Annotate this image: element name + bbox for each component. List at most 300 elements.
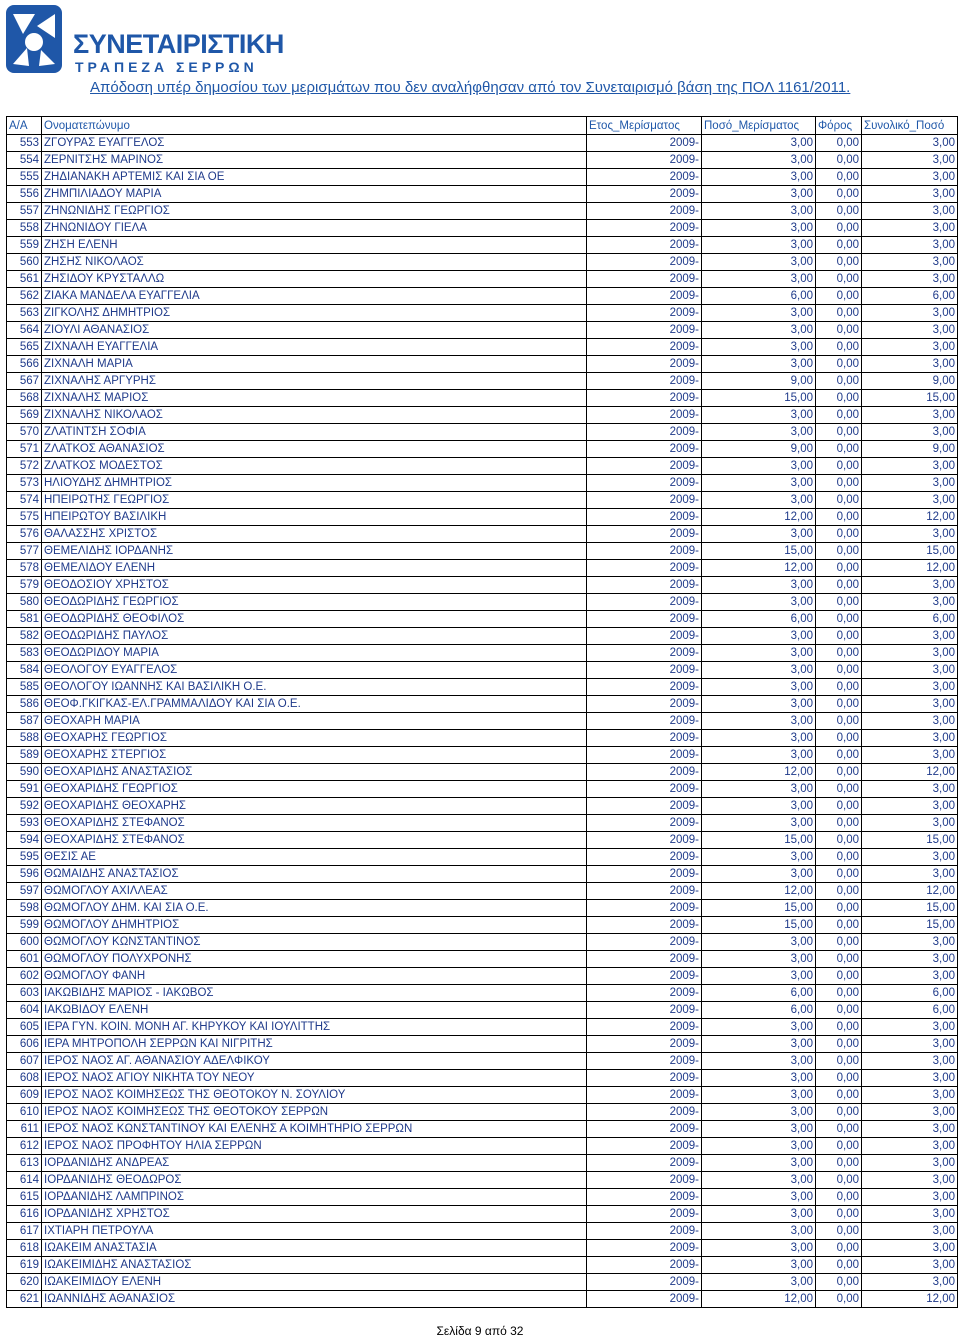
cell-amount: 3,00 bbox=[702, 866, 816, 883]
cell-year: 2009- bbox=[587, 560, 702, 577]
cell-amount: 6,00 bbox=[702, 611, 816, 628]
cell-amount: 3,00 bbox=[702, 254, 816, 271]
table-row bbox=[7, 968, 958, 985]
cell-name: ΘΩΜΟΓΛΟΥ ΦΑΝΗ bbox=[42, 968, 587, 985]
cell-year: 2009- bbox=[587, 373, 702, 390]
cell-tax: 0,00 bbox=[816, 1121, 862, 1138]
cell-name: ΖΛΑΤΙΝΤΣΗ ΣΟΦΙΑ bbox=[42, 424, 587, 441]
cell-total: 3,00 bbox=[862, 1223, 958, 1240]
cell-tax: 0,00 bbox=[816, 458, 862, 475]
cell-name: ΘΩΜΟΓΛΟΥ ΔΗΜΗΤΡΙΟΣ bbox=[42, 917, 587, 934]
cell-aa: 570 bbox=[7, 424, 42, 441]
cell-amount: 3,00 bbox=[702, 1036, 816, 1053]
cell-aa: 614 bbox=[7, 1172, 42, 1189]
cell-tax: 0,00 bbox=[816, 390, 862, 407]
table-row bbox=[7, 815, 958, 832]
cell-amount: 15,00 bbox=[702, 900, 816, 917]
table-body bbox=[7, 135, 958, 1308]
cell-amount: 3,00 bbox=[702, 186, 816, 203]
cell-aa: 598 bbox=[7, 900, 42, 917]
cell-total: 3,00 bbox=[862, 747, 958, 764]
cell-aa: 574 bbox=[7, 492, 42, 509]
cell-name: ΖΗΝΩΝΙΔΗΣ ΓΕΩΡΓΙΟΣ bbox=[42, 203, 587, 220]
table-row bbox=[7, 1257, 958, 1274]
cell-aa: 589 bbox=[7, 747, 42, 764]
cell-amount: 15,00 bbox=[702, 543, 816, 560]
cell-tax: 0,00 bbox=[816, 203, 862, 220]
cell-tax: 0,00 bbox=[816, 1138, 862, 1155]
cell-total: 3,00 bbox=[862, 458, 958, 475]
cell-amount: 9,00 bbox=[702, 373, 816, 390]
cell-aa: 591 bbox=[7, 781, 42, 798]
cell-name: ΘΕΜΕΛΙΔΟΥ ΕΛΕΝΗ bbox=[42, 560, 587, 577]
cell-tax: 0,00 bbox=[816, 781, 862, 798]
cell-tax: 0,00 bbox=[816, 322, 862, 339]
cell-total: 15,00 bbox=[862, 390, 958, 407]
cell-total: 3,00 bbox=[862, 696, 958, 713]
cell-year: 2009- bbox=[587, 1138, 702, 1155]
cell-aa: 562 bbox=[7, 288, 42, 305]
cell-name: ΘΕΟΧΑΡΙΔΗΣ ΣΤΕΦΑΝΟΣ bbox=[42, 815, 587, 832]
cell-name: ΘΩΜΟΓΛΟΥ ΠΟΛΥΧΡΟΝΗΣ bbox=[42, 951, 587, 968]
table-row bbox=[7, 305, 958, 322]
cell-total: 3,00 bbox=[862, 1240, 958, 1257]
cell-aa: 582 bbox=[7, 628, 42, 645]
cell-tax: 0,00 bbox=[816, 594, 862, 611]
cell-tax: 0,00 bbox=[816, 951, 862, 968]
cell-total: 3,00 bbox=[862, 1019, 958, 1036]
table-row bbox=[7, 747, 958, 764]
cell-year: 2009- bbox=[587, 1087, 702, 1104]
cell-tax: 0,00 bbox=[816, 798, 862, 815]
cell-name: ΘΕΟΧΑΡΙΔΗΣ ΘΕΟΧΑΡΗΣ bbox=[42, 798, 587, 815]
cell-year: 2009- bbox=[587, 815, 702, 832]
table-row bbox=[7, 849, 958, 866]
table-row bbox=[7, 390, 958, 407]
cell-tax: 0,00 bbox=[816, 1189, 862, 1206]
cell-total: 3,00 bbox=[862, 1121, 958, 1138]
cell-aa: 578 bbox=[7, 560, 42, 577]
table-row bbox=[7, 152, 958, 169]
cell-name: ΙΟΡΔΑΝΙΔΗΣ ΛΑΜΠΡΙΝΟΣ bbox=[42, 1189, 587, 1206]
cell-name: ΙΩΑΚΕΙΜΙΔΟΥ ΕΛΕΝΗ bbox=[42, 1274, 587, 1291]
cell-amount: 3,00 bbox=[702, 152, 816, 169]
bank-logo bbox=[5, 4, 605, 76]
cell-amount: 15,00 bbox=[702, 832, 816, 849]
table-row bbox=[7, 1104, 958, 1121]
cell-aa: 601 bbox=[7, 951, 42, 968]
cell-year: 2009- bbox=[587, 356, 702, 373]
cell-tax: 0,00 bbox=[816, 475, 862, 492]
table-row bbox=[7, 1274, 958, 1291]
cell-name: ΗΠΕΙΡΩΤΗΣ ΓΕΩΡΓΙΟΣ bbox=[42, 492, 587, 509]
cell-amount: 3,00 bbox=[702, 424, 816, 441]
cell-aa: 587 bbox=[7, 713, 42, 730]
table-row bbox=[7, 764, 958, 781]
cell-amount: 3,00 bbox=[702, 526, 816, 543]
cell-aa: 603 bbox=[7, 985, 42, 1002]
cell-total: 3,00 bbox=[862, 645, 958, 662]
cell-year: 2009- bbox=[587, 1291, 702, 1308]
cell-year: 2009- bbox=[587, 169, 702, 186]
cell-total: 3,00 bbox=[862, 1257, 958, 1274]
cell-tax: 0,00 bbox=[816, 1019, 862, 1036]
table-row bbox=[7, 696, 958, 713]
cell-total: 3,00 bbox=[862, 407, 958, 424]
table-row bbox=[7, 203, 958, 220]
cell-total: 12,00 bbox=[862, 560, 958, 577]
cell-tax: 0,00 bbox=[816, 1206, 862, 1223]
cell-amount: 3,00 bbox=[702, 577, 816, 594]
cell-year: 2009- bbox=[587, 645, 702, 662]
cell-amount: 6,00 bbox=[702, 288, 816, 305]
cell-amount: 3,00 bbox=[702, 1155, 816, 1172]
table-row bbox=[7, 288, 958, 305]
table-row bbox=[7, 1189, 958, 1206]
cell-name: ΘΩΜΟΓΛΟΥ ΑΧΙΛΛΕΑΣ bbox=[42, 883, 587, 900]
cell-amount: 3,00 bbox=[702, 1019, 816, 1036]
cell-total: 3,00 bbox=[862, 1172, 958, 1189]
cell-year: 2009- bbox=[587, 798, 702, 815]
cell-year: 2009- bbox=[587, 968, 702, 985]
cell-name: ΖΗΜΠΙΛΙΑΔΟΥ ΜΑΡΙΑ bbox=[42, 186, 587, 203]
cell-tax: 0,00 bbox=[816, 169, 862, 186]
cell-amount: 12,00 bbox=[702, 509, 816, 526]
cell-tax: 0,00 bbox=[816, 135, 862, 152]
document-subtitle: Απόδοση υπέρ δημοσίου των μερισμάτων που δεν αναλήφθησαν από τον Συνεταιρισμό βάση της ΠΟΛ 1161/2011. bbox=[90, 79, 851, 96]
cell-total: 15,00 bbox=[862, 917, 958, 934]
cell-name: ΘΕΟΔΟΣΙΟΥ ΧΡΗΣΤΟΣ bbox=[42, 577, 587, 594]
table-row bbox=[7, 1172, 958, 1189]
cell-year: 2009- bbox=[587, 254, 702, 271]
header-aa: Α/Α bbox=[7, 117, 42, 135]
cell-aa: 617 bbox=[7, 1223, 42, 1240]
cell-total: 3,00 bbox=[862, 577, 958, 594]
cell-amount: 3,00 bbox=[702, 169, 816, 186]
cell-total: 6,00 bbox=[862, 1002, 958, 1019]
table-row bbox=[7, 1223, 958, 1240]
cell-year: 2009- bbox=[587, 305, 702, 322]
cell-name: ΗΠΕΙΡΩΤΟΥ ΒΑΣΙΛΙΚΗ bbox=[42, 509, 587, 526]
cell-total: 3,00 bbox=[862, 1155, 958, 1172]
cell-year: 2009- bbox=[587, 509, 702, 526]
cell-total: 3,00 bbox=[862, 713, 958, 730]
cell-name: ΙΕΡΟΣ ΝΑΟΣ ΠΡΟΦΗΤΟΥ ΗΛΙΑ ΣΕΡΡΩΝ bbox=[42, 1138, 587, 1155]
cell-aa: 572 bbox=[7, 458, 42, 475]
cell-aa: 568 bbox=[7, 390, 42, 407]
cell-aa: 609 bbox=[7, 1087, 42, 1104]
cell-total: 3,00 bbox=[862, 662, 958, 679]
cell-tax: 0,00 bbox=[816, 730, 862, 747]
table-row bbox=[7, 917, 958, 934]
cell-tax: 0,00 bbox=[816, 492, 862, 509]
cell-total: 3,00 bbox=[862, 781, 958, 798]
cell-tax: 0,00 bbox=[816, 356, 862, 373]
cell-aa: 616 bbox=[7, 1206, 42, 1223]
cell-total: 3,00 bbox=[862, 237, 958, 254]
cell-tax: 0,00 bbox=[816, 968, 862, 985]
cell-year: 2009- bbox=[587, 203, 702, 220]
cell-total: 12,00 bbox=[862, 509, 958, 526]
cell-aa: 560 bbox=[7, 254, 42, 271]
cell-aa: 577 bbox=[7, 543, 42, 560]
table-row bbox=[7, 526, 958, 543]
cell-aa: 588 bbox=[7, 730, 42, 747]
cell-tax: 0,00 bbox=[816, 1053, 862, 1070]
cell-name: ΘΑΛΑΣΣΗΣ ΧΡΙΣΤΟΣ bbox=[42, 526, 587, 543]
cell-tax: 0,00 bbox=[816, 679, 862, 696]
table-row bbox=[7, 1087, 958, 1104]
cell-tax: 0,00 bbox=[816, 900, 862, 917]
cell-name: ΘΕΟΦ.ΓΚΙΓΚΑΣ-ΕΛ.ΓΡΑΜΜΑΛΙΔΟΥ ΚΑΙ ΣΙΑ Ο.Ε. bbox=[42, 696, 587, 713]
cell-name: ΘΕΟΧΑΡΙΔΗΣ ΑΝΑΣΤΑΣΙΟΣ bbox=[42, 764, 587, 781]
table-row bbox=[7, 186, 958, 203]
cell-tax: 0,00 bbox=[816, 509, 862, 526]
cell-tax: 0,00 bbox=[816, 815, 862, 832]
cell-tax: 0,00 bbox=[816, 696, 862, 713]
cell-total: 3,00 bbox=[862, 1138, 958, 1155]
cell-name: ΘΕΜΕΛΙΔΗΣ ΙΟΡΔΑΝΗΣ bbox=[42, 543, 587, 560]
cell-total: 6,00 bbox=[862, 985, 958, 1002]
cell-year: 2009- bbox=[587, 849, 702, 866]
cell-total: 3,00 bbox=[862, 135, 958, 152]
cell-tax: 0,00 bbox=[816, 152, 862, 169]
cell-aa: 593 bbox=[7, 815, 42, 832]
table-row bbox=[7, 560, 958, 577]
cell-year: 2009- bbox=[587, 543, 702, 560]
cell-total: 3,00 bbox=[862, 1206, 958, 1223]
cell-amount: 6,00 bbox=[702, 985, 816, 1002]
cell-amount: 3,00 bbox=[702, 339, 816, 356]
cell-name: ΘΕΟΛΟΓΟΥ ΙΩΑΝΝΗΣ ΚΑΙ ΒΑΣΙΛΙΚΗ Ο.Ε. bbox=[42, 679, 587, 696]
cell-aa: 607 bbox=[7, 1053, 42, 1070]
cell-aa: 565 bbox=[7, 339, 42, 356]
table-row bbox=[7, 934, 958, 951]
table-row bbox=[7, 900, 958, 917]
cell-total: 3,00 bbox=[862, 1070, 958, 1087]
table-row bbox=[7, 135, 958, 152]
cell-total: 9,00 bbox=[862, 373, 958, 390]
cell-year: 2009- bbox=[587, 611, 702, 628]
table-row bbox=[7, 339, 958, 356]
cell-amount: 3,00 bbox=[702, 1206, 816, 1223]
cell-aa: 611 bbox=[7, 1121, 42, 1138]
cell-aa: 559 bbox=[7, 237, 42, 254]
cell-name: ΙΕΡΟΣ ΝΑΟΣ ΚΟΙΜΗΣΕΩΣ ΤΗΣ ΘΕΟΤΟΚΟΥ Ν. ΣΟΥΛΙΟΥ bbox=[42, 1087, 587, 1104]
cell-aa: 600 bbox=[7, 934, 42, 951]
table-row bbox=[7, 458, 958, 475]
cell-year: 2009- bbox=[587, 458, 702, 475]
cell-total: 15,00 bbox=[862, 543, 958, 560]
cell-year: 2009- bbox=[587, 1104, 702, 1121]
cell-amount: 3,00 bbox=[702, 1223, 816, 1240]
cell-amount: 15,00 bbox=[702, 917, 816, 934]
cell-amount: 15,00 bbox=[702, 390, 816, 407]
cell-year: 2009- bbox=[587, 866, 702, 883]
cell-aa: 595 bbox=[7, 849, 42, 866]
cell-year: 2009- bbox=[587, 152, 702, 169]
cell-tax: 0,00 bbox=[816, 713, 862, 730]
cell-name: ΖΕΡΝΙΤΣΗΣ ΜΑΡΙΝΟΣ bbox=[42, 152, 587, 169]
cell-total: 3,00 bbox=[862, 815, 958, 832]
cell-tax: 0,00 bbox=[816, 747, 862, 764]
header-amount: Ποσό_Μερίσματος bbox=[702, 117, 816, 135]
table-row bbox=[7, 628, 958, 645]
cell-aa: 610 bbox=[7, 1104, 42, 1121]
cell-aa: 558 bbox=[7, 220, 42, 237]
cell-name: ΖΙΧΝΑΛΗΣ ΜΑΡΙΟΣ bbox=[42, 390, 587, 407]
cell-tax: 0,00 bbox=[816, 339, 862, 356]
cell-year: 2009- bbox=[587, 594, 702, 611]
cell-amount: 3,00 bbox=[702, 934, 816, 951]
table-row bbox=[7, 730, 958, 747]
cell-aa: 584 bbox=[7, 662, 42, 679]
table-row bbox=[7, 1053, 958, 1070]
cell-name: ΘΕΟΔΩΡΙΔΗΣ ΘΕΟΦΙΛΟΣ bbox=[42, 611, 587, 628]
cell-name: ΙΑΚΩΒΙΔΗΣ ΜΑΡΙΟΣ - ΙΑΚΩΒΟΣ bbox=[42, 985, 587, 1002]
cell-amount: 3,00 bbox=[702, 305, 816, 322]
cell-total: 3,00 bbox=[862, 271, 958, 288]
cell-name: ΘΕΟΧΑΡΗΣ ΓΕΩΡΓΙΟΣ bbox=[42, 730, 587, 747]
cell-tax: 0,00 bbox=[816, 254, 862, 271]
table-row bbox=[7, 475, 958, 492]
table-row bbox=[7, 1155, 958, 1172]
cell-year: 2009- bbox=[587, 492, 702, 509]
cell-aa: 556 bbox=[7, 186, 42, 203]
table-row bbox=[7, 781, 958, 798]
cell-year: 2009- bbox=[587, 1002, 702, 1019]
cell-name: ΖΗΣΗ ΕΛΕΝΗ bbox=[42, 237, 587, 254]
cell-total: 9,00 bbox=[862, 441, 958, 458]
cell-total: 3,00 bbox=[862, 169, 958, 186]
cell-amount: 12,00 bbox=[702, 764, 816, 781]
table-row bbox=[7, 271, 958, 288]
cell-total: 3,00 bbox=[862, 1053, 958, 1070]
table-row bbox=[7, 424, 958, 441]
cell-aa: 621 bbox=[7, 1291, 42, 1308]
table-header-row bbox=[7, 117, 958, 135]
table-row bbox=[7, 883, 958, 900]
cell-aa: 602 bbox=[7, 968, 42, 985]
cell-name: ΙΕΡΑ ΓΥΝ. ΚΟΙΝ. ΜΟΝΗ ΑΓ. ΚΗΡΥΚΟΥ ΚΑΙ ΙΟΥΛΙΤΤΗΣ bbox=[42, 1019, 587, 1036]
bank-name: ΣΥΝΕΤΑΙΡΙΣΤΙΚΗ bbox=[73, 29, 284, 59]
cell-total: 3,00 bbox=[862, 1189, 958, 1206]
cell-amount: 3,00 bbox=[702, 1189, 816, 1206]
cell-name: ΘΕΟΛΟΓΟΥ ΕΥΑΓΓΕΛΟΣ bbox=[42, 662, 587, 679]
cell-amount: 3,00 bbox=[702, 322, 816, 339]
cell-year: 2009- bbox=[587, 1053, 702, 1070]
cell-year: 2009- bbox=[587, 1121, 702, 1138]
cell-name: ΖΓΟΥΡΑΣ ΕΥΑΓΓΕΛΟΣ bbox=[42, 135, 587, 152]
cell-total: 3,00 bbox=[862, 849, 958, 866]
cell-year: 2009- bbox=[587, 1257, 702, 1274]
cell-tax: 0,00 bbox=[816, 1257, 862, 1274]
cell-amount: 3,00 bbox=[702, 849, 816, 866]
cell-year: 2009- bbox=[587, 237, 702, 254]
cell-amount: 6,00 bbox=[702, 1002, 816, 1019]
cell-year: 2009- bbox=[587, 764, 702, 781]
cell-year: 2009- bbox=[587, 322, 702, 339]
cell-tax: 0,00 bbox=[816, 628, 862, 645]
cell-year: 2009- bbox=[587, 730, 702, 747]
cell-aa: 576 bbox=[7, 526, 42, 543]
cell-name: ΖΙΟΥΛΙ ΑΘΑΝΑΣΙΟΣ bbox=[42, 322, 587, 339]
cell-name: ΖΙΓΚΟΛΗΣ ΔΗΜΗΤΡΙΟΣ bbox=[42, 305, 587, 322]
cell-name: ΙΕΡΟΣ ΝΑΟΣ ΚΟΙΜΗΣΕΩΣ ΤΗΣ ΘΕΟΤΟΚΟΥ ΣΕΡΡΩΝ bbox=[42, 1104, 587, 1121]
cell-year: 2009- bbox=[587, 577, 702, 594]
cell-tax: 0,00 bbox=[816, 1155, 862, 1172]
cell-year: 2009- bbox=[587, 696, 702, 713]
cell-total: 3,00 bbox=[862, 220, 958, 237]
cell-name: ΘΕΟΧΑΡΗΣ ΣΤΕΡΓΙΟΣ bbox=[42, 747, 587, 764]
cell-amount: 3,00 bbox=[702, 696, 816, 713]
cell-year: 2009- bbox=[587, 1223, 702, 1240]
cell-tax: 0,00 bbox=[816, 832, 862, 849]
cell-total: 3,00 bbox=[862, 679, 958, 696]
cell-total: 3,00 bbox=[862, 1087, 958, 1104]
cell-name: ΖΙΧΝΑΛΗΣ ΝΙΚΟΛΑΟΣ bbox=[42, 407, 587, 424]
cell-name: ΙΟΡΔΑΝΙΔΗΣ ΑΝΔΡΕΑΣ bbox=[42, 1155, 587, 1172]
cell-tax: 0,00 bbox=[816, 424, 862, 441]
cell-tax: 0,00 bbox=[816, 883, 862, 900]
cell-name: ΙΩΑΚΕΙΜ ΑΝΑΣΤΑΣΙΑ bbox=[42, 1240, 587, 1257]
header-total: Συνολικό_Ποσό bbox=[862, 117, 958, 135]
header-name: Ονοματεπώνυμο bbox=[42, 117, 587, 135]
cell-total: 3,00 bbox=[862, 1274, 958, 1291]
cell-year: 2009- bbox=[587, 220, 702, 237]
cell-year: 2009- bbox=[587, 1155, 702, 1172]
cell-amount: 3,00 bbox=[702, 951, 816, 968]
table-row bbox=[7, 1019, 958, 1036]
cell-total: 3,00 bbox=[862, 475, 958, 492]
cell-total: 3,00 bbox=[862, 305, 958, 322]
table-row bbox=[7, 1291, 958, 1308]
cell-name: ΖΛΑΤΚΟΣ ΜΟΔΕΣΤΟΣ bbox=[42, 458, 587, 475]
cell-amount: 3,00 bbox=[702, 730, 816, 747]
cell-aa: 561 bbox=[7, 271, 42, 288]
cell-tax: 0,00 bbox=[816, 237, 862, 254]
cell-name: ΙΕΡΟΣ ΝΑΟΣ ΑΓ. ΑΘΑΝΑΣΙΟΥ ΑΔΕΛΦΙΚΟΥ bbox=[42, 1053, 587, 1070]
cell-year: 2009- bbox=[587, 441, 702, 458]
cell-aa: 585 bbox=[7, 679, 42, 696]
cell-name: ΘΩΜΟΓΛΟΥ ΚΩΝΣΤΑΝΤΙΝΟΣ bbox=[42, 934, 587, 951]
cell-amount: 3,00 bbox=[702, 475, 816, 492]
cell-amount: 3,00 bbox=[702, 679, 816, 696]
cell-aa: 586 bbox=[7, 696, 42, 713]
cell-amount: 3,00 bbox=[702, 1172, 816, 1189]
cell-aa: 566 bbox=[7, 356, 42, 373]
cell-amount: 3,00 bbox=[702, 1104, 816, 1121]
cell-total: 3,00 bbox=[862, 934, 958, 951]
cell-tax: 0,00 bbox=[816, 934, 862, 951]
cell-name: ΖΗΝΩΝΙΔΟΥ ΓΙΕΛΑ bbox=[42, 220, 587, 237]
cell-amount: 3,00 bbox=[702, 407, 816, 424]
cell-tax: 0,00 bbox=[816, 1274, 862, 1291]
cell-amount: 3,00 bbox=[702, 1121, 816, 1138]
cell-amount: 3,00 bbox=[702, 594, 816, 611]
cell-year: 2009- bbox=[587, 713, 702, 730]
table-row bbox=[7, 679, 958, 696]
cell-amount: 3,00 bbox=[702, 1240, 816, 1257]
cell-aa: 590 bbox=[7, 764, 42, 781]
dividends-table bbox=[6, 116, 958, 1308]
cell-year: 2009- bbox=[587, 1206, 702, 1223]
cell-aa: 618 bbox=[7, 1240, 42, 1257]
cell-tax: 0,00 bbox=[816, 186, 862, 203]
cell-tax: 0,00 bbox=[816, 1291, 862, 1308]
cell-tax: 0,00 bbox=[816, 1172, 862, 1189]
cell-name: ΘΕΟΧΑΡΗ ΜΑΡΙΑ bbox=[42, 713, 587, 730]
